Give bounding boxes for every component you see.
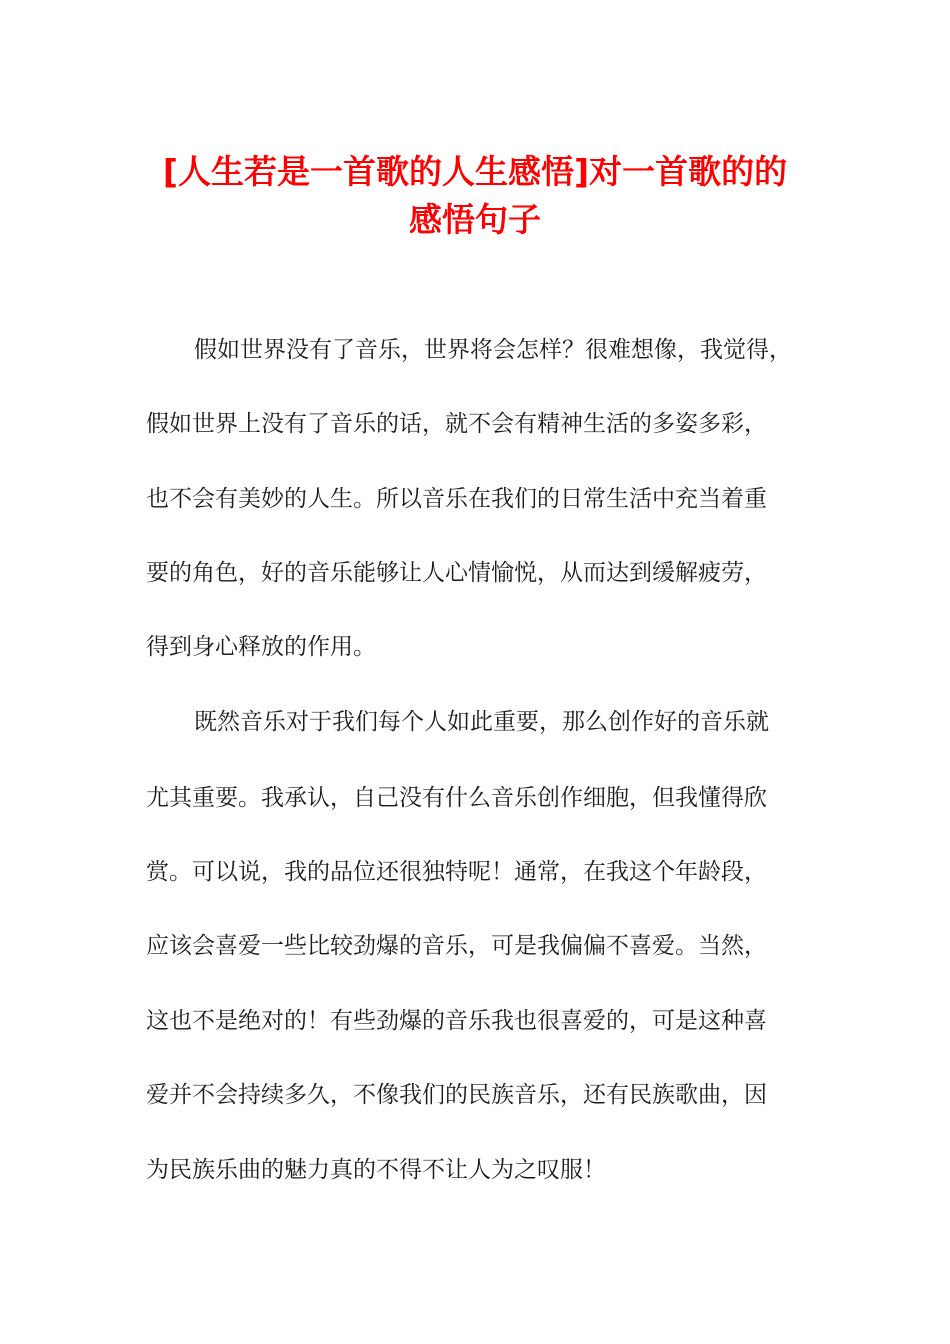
line-text: 这也不是绝对的！有些劲爆的音乐我也很喜爱的，可是这种喜 [146, 1008, 767, 1034]
line-text: 假如世界上没有了音乐的话，就不会有精神生活的多姿多彩， [146, 411, 767, 437]
line-text: 也不会有美妙的人生。所以音乐在我们的日常生活中充当着重 [146, 486, 767, 512]
document-title-line-2: 感悟句子 [409, 200, 541, 239]
line-text: 要的角色，好的音乐能够让人心情愉悦，从而达到缓解疲劳， [146, 560, 767, 586]
line-text: 尤其重要。我承认，自己没有什么音乐创作细胞，但我懂得欣 [146, 785, 767, 811]
line-text: 假如世界没有了音乐，世界将会怎样？很难想像，我觉得， [194, 337, 792, 363]
line-text: 得到身心释放的作用。 [146, 634, 376, 660]
line-text: 应该会喜爱一些比较劲爆的音乐，可是我偏偏不喜爱。当然， [146, 933, 767, 959]
document-title-line-1: [人生若是一首歌的人生感悟]对一首歌的的 [162, 152, 788, 191]
line-text: 为民族乐曲的魅力真的不得不让人为之叹服！ [146, 1157, 606, 1183]
line-text: 爱并不会持续多久，不像我们的民族音乐，还有民族歌曲，因 [146, 1082, 767, 1108]
line-text: 既然音乐对于我们每个人如此重要，那么创作好的音乐就 [194, 709, 769, 735]
line-text: 赏。可以说，我的品位还很独特呢！通常，在我这个年龄段， [146, 859, 767, 885]
